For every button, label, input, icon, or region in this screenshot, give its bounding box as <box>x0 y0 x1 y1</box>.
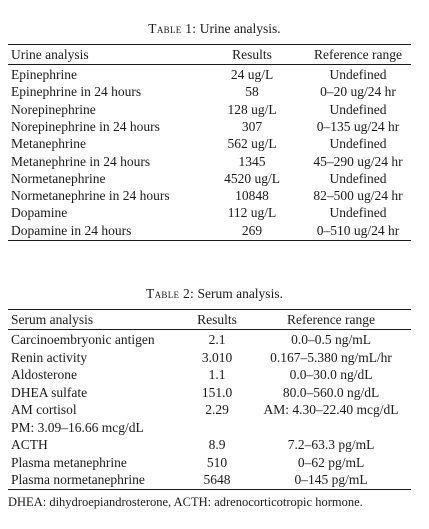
serum-header-results: Results <box>197 312 237 327</box>
urine-cell-reference: 0–135 ug/24 hr <box>316 118 400 134</box>
urine-cell-result: 10848 <box>235 188 269 204</box>
urine-table-header-rule <box>8 64 411 65</box>
urine-table-caption-text: Urine analysis. <box>199 21 281 36</box>
serum-header-analysis: Serum analysis <box>11 312 94 327</box>
table-row <box>8 153 411 170</box>
urine-cell-reference: 0–20 ug/24 hr <box>320 84 396 100</box>
serum-cell-analyte: DHEA sulfate <box>11 384 88 400</box>
serum-cell-reference: 0–62 pg/mL <box>297 454 365 470</box>
urine-table-bottom-rule <box>8 240 411 241</box>
urine-cell-analyte: Norepinephrine in 24 hours <box>11 118 160 134</box>
table-row <box>8 101 411 118</box>
table-row <box>8 170 411 187</box>
urine-cell-result: 1345 <box>238 153 266 169</box>
table-row <box>8 66 411 83</box>
table-row <box>8 83 411 100</box>
serum-cell-analyte: ACTH <box>11 437 48 452</box>
serum-table-caption-label: Table 2: <box>146 286 195 301</box>
table-row <box>8 204 411 221</box>
serum-cell-reference: 0.0–30.0 ng/dL <box>289 367 373 382</box>
serum-cell-result: 510 <box>206 454 228 470</box>
serum-cell-reference: 0.0–0.5 ng/mL <box>291 332 371 347</box>
urine-cell-result: 128 ug/L <box>227 101 277 117</box>
urine-table-caption-label: Table 1: <box>148 21 197 36</box>
urine-cell-reference: Undefined <box>329 170 387 186</box>
serum-cell-result: 151.0 <box>201 384 233 400</box>
serum-cell-analyte: AM cortisol <box>11 402 77 417</box>
serum-cell-reference: 80.0–560.0 ng/dL <box>282 384 380 400</box>
serum-cell-analyte: Aldosterone <box>11 367 77 382</box>
serum-cell-analyte: Renin activity <box>11 349 88 365</box>
serum-cell-result: 2.1 <box>208 332 226 347</box>
table-row <box>8 419 411 436</box>
table-row <box>8 187 411 204</box>
urine-cell-analyte: Dopamine <box>11 205 68 221</box>
serum-table-header-row <box>8 311 411 328</box>
table-row <box>8 471 411 488</box>
urine-cell-result: 58 <box>245 84 259 100</box>
serum-cell-result: 5648 <box>203 472 231 487</box>
table-row <box>8 222 411 239</box>
serum-cell-result: 2.29 <box>205 402 229 417</box>
urine-cell-reference: Undefined <box>329 67 387 82</box>
serum-table-caption-text: Serum analysis. <box>197 286 283 301</box>
urine-cell-analyte: Metanephrine in 24 hours <box>11 153 151 169</box>
serum-table-header-rule <box>8 329 411 330</box>
urine-cell-analyte: Norepinephrine <box>11 101 96 117</box>
table-row <box>8 135 411 152</box>
urine-header-reference: Reference range <box>313 47 403 62</box>
serum-cell-result: 1.1 <box>208 367 226 382</box>
table-row <box>8 349 411 366</box>
urine-cell-result: 269 <box>241 222 263 238</box>
table-row <box>8 331 411 348</box>
table-row <box>8 401 411 418</box>
urine-cell-reference: Undefined <box>329 101 387 117</box>
urine-cell-result: 307 <box>241 118 263 134</box>
urine-table-caption <box>0 21 429 37</box>
table-row <box>8 384 411 401</box>
urine-cell-analyte: Epinephrine <box>11 67 77 82</box>
serum-header-reference: Reference range <box>286 312 376 327</box>
urine-cell-analyte: Metanephrine <box>11 136 86 152</box>
serum-cell-result: 8.9 <box>208 437 226 452</box>
serum-cell-analyte: Plasma normetanephrine <box>11 472 145 487</box>
serum-table-bottom-rule <box>8 489 411 490</box>
serum-cell-reference: AM: 4.30–22.40 mcg/dL <box>263 402 399 417</box>
urine-cell-result: 112 ug/L <box>227 205 277 221</box>
urine-cell-reference: 45–290 ug/24 hr <box>313 153 403 169</box>
urine-cell-analyte: Normetanephrine <box>11 170 106 186</box>
table-row <box>8 118 411 135</box>
urine-cell-analyte: Normetanephrine in 24 hours <box>11 188 170 204</box>
urine-cell-analyte: Dopamine in 24 hours <box>11 222 132 238</box>
urine-cell-result: 4520 ug/L <box>224 170 280 186</box>
serum-cell-reference: 7.2–63.3 pg/mL <box>287 437 375 452</box>
serum-table-top-rule <box>8 309 411 310</box>
urine-cell-reference: Undefined <box>329 205 387 221</box>
urine-cell-reference: 82–500 ug/24 hr <box>313 188 403 204</box>
table-row <box>8 454 411 471</box>
urine-table-header-row <box>8 46 411 63</box>
urine-table-top-rule <box>8 44 411 45</box>
urine-cell-reference: 0–510 ug/24 hr <box>316 222 400 238</box>
urine-header-analysis: Urine analysis <box>11 47 89 62</box>
table-row <box>8 366 411 383</box>
serum-cell-reference: 0–145 pg/mL <box>294 472 368 487</box>
serum-cell-analyte: PM: 3.09–16.66 mcg/dL <box>11 419 144 435</box>
urine-cell-result: 562 ug/L <box>227 136 277 152</box>
table-footnote: DHEA: dihydroepiandrosterone, ACTH: adrenocorticotropic hormone. <box>8 495 363 509</box>
serum-cell-reference: 0.167–5.380 ng/mL/hr <box>270 349 392 365</box>
serum-cell-analyte: Plasma metanephrine <box>11 454 127 470</box>
serum-cell-analyte: Carcinoembryonic antigen <box>11 332 155 347</box>
urine-cell-result: 24 ug/L <box>230 67 274 82</box>
serum-table <box>8 309 411 492</box>
serum-cell-result: 3.010 <box>201 349 233 365</box>
urine-cell-reference: Undefined <box>329 136 387 152</box>
serum-table-caption <box>0 286 429 302</box>
table-row <box>8 436 411 453</box>
urine-table <box>8 44 411 243</box>
urine-cell-analyte: Epinephrine in 24 hours <box>11 84 142 100</box>
urine-header-results: Results <box>232 47 272 62</box>
